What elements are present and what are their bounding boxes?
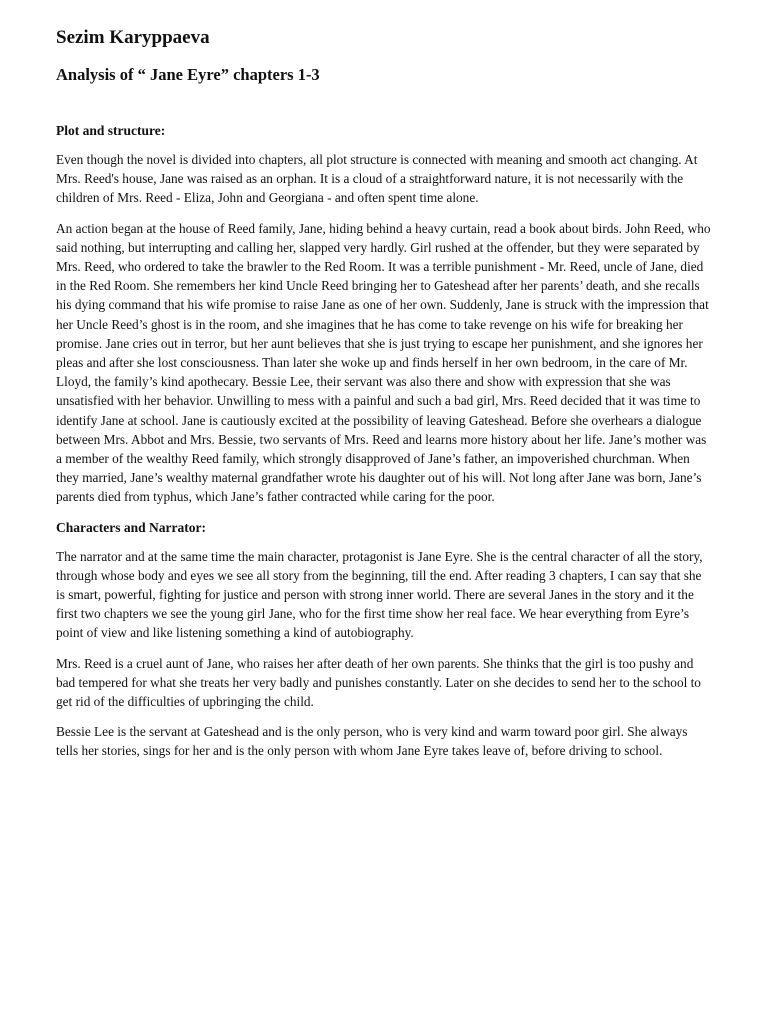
paragraph: The narrator and at the same time the main character, protagonist is Jane Eyre. She is the central character of all the story, through whose body and eyes we see all story from the beginning, till the end. After reading 3 chapters, I can say that she is smart, powerful, fighting for justice and person with strong inner world. There are several Janes in the story and it the first two chapters we see the young girl Jane, who for the first time show her real face. We hear everything from Eyre’s point of view and like listening something a kind of autobiography.: [56, 548, 703, 641]
paragraph: Bessie Lee is the servant at Gateshead and is the only person, who is very kind and warm toward poor girl. She always tells her stories, sings for her and is the only person with whom Jane Eyre takes leave of, before driving to school.: [56, 724, 688, 759]
section-characters-and-narrator: [56, 519, 712, 761]
paragraph: Even though the novel is divided into chapters, all plot structure is connected with meaning and smooth act changing. At Mrs. Reed's house, Jane was raised as an orphan. It is a cloud of a straightforward nature, it is not necessarily with the children of Mrs. Reed - Eliza, John and Georgiana - and often spent time alone.: [56, 152, 698, 206]
section-heading: Plot and structure:: [56, 123, 166, 138]
document-page: [56, 26, 712, 773]
paragraph: An action began at the house of Reed family, Jane, hiding behind a heavy curtain, read a book about birds. John Reed, who said nothing, but interrupting and calling her, slapped very hardly. Girl rushed at the offender, but they were separated by Mrs. Reed, who ordered to take the brawler to the Red Room. It was a terrible punishment - Mr. Reed, uncle of Jane, died in the Red Room. She remembers her kind Uncle Reed bringing her to Gateshead after her parents’ death, and she recalls his dying command that his wife promise to raise Jane as one of her own. Suddenly, Jane is struck with the impression that her Uncle Reed’s ghost is in the room, and she imagines that he has come to take revenge on his wife for breaking her promise. Jane cries out in terror, but her aunt believes that she is just trying to escape her punishment, and she ignores her pleas and after she lost consciousness. Than later she woke up and finds herself in her own bedroom, in the care of Mr. Lloyd, the family’s kind apothecary. Bessie Lee, their servant was also there and show with expression that she was unsatisfied with her behavior. Unwilling to mess with a painful and such a bad girl, Mrs. Reed decided that it was time to identify Jane at school. Jane is cautiously excited at the possibility of leaving Gateshead. Before she overhears a dialogue between Mrs. Abbot and Mrs. Bessie, two servants of Mrs. Reed and learns more history about her life. Jane’s mother was a member of the wealthy Reed family, which strongly disapproved of Jane’s father, an impoverished churchman. When they married, Jane’s wealthy maternal grandfather wrote his daughter out of his will. Not long after Jane was born, Jane’s parents died from typhus, which Jane’s father contracted while caring for the poor.: [56, 220, 711, 505]
section-heading: Characters and Narrator:: [56, 519, 206, 535]
section-plot-and-structure: [56, 122, 712, 507]
paragraph: Mrs. Reed is a cruel aunt of Jane, who raises her after death of her own parents. She thinks that the girl is too pushy and bad tempered for what she treats her very badly and punishes constantly. Later on she decides to send her to the school to get rid of the difficulties of upbringing the child.: [56, 655, 701, 710]
author-name: Sezim Karyppaeva: [56, 27, 210, 48]
document-title: Analysis of “ Jane Eyre” chapters 1-3: [56, 65, 320, 84]
